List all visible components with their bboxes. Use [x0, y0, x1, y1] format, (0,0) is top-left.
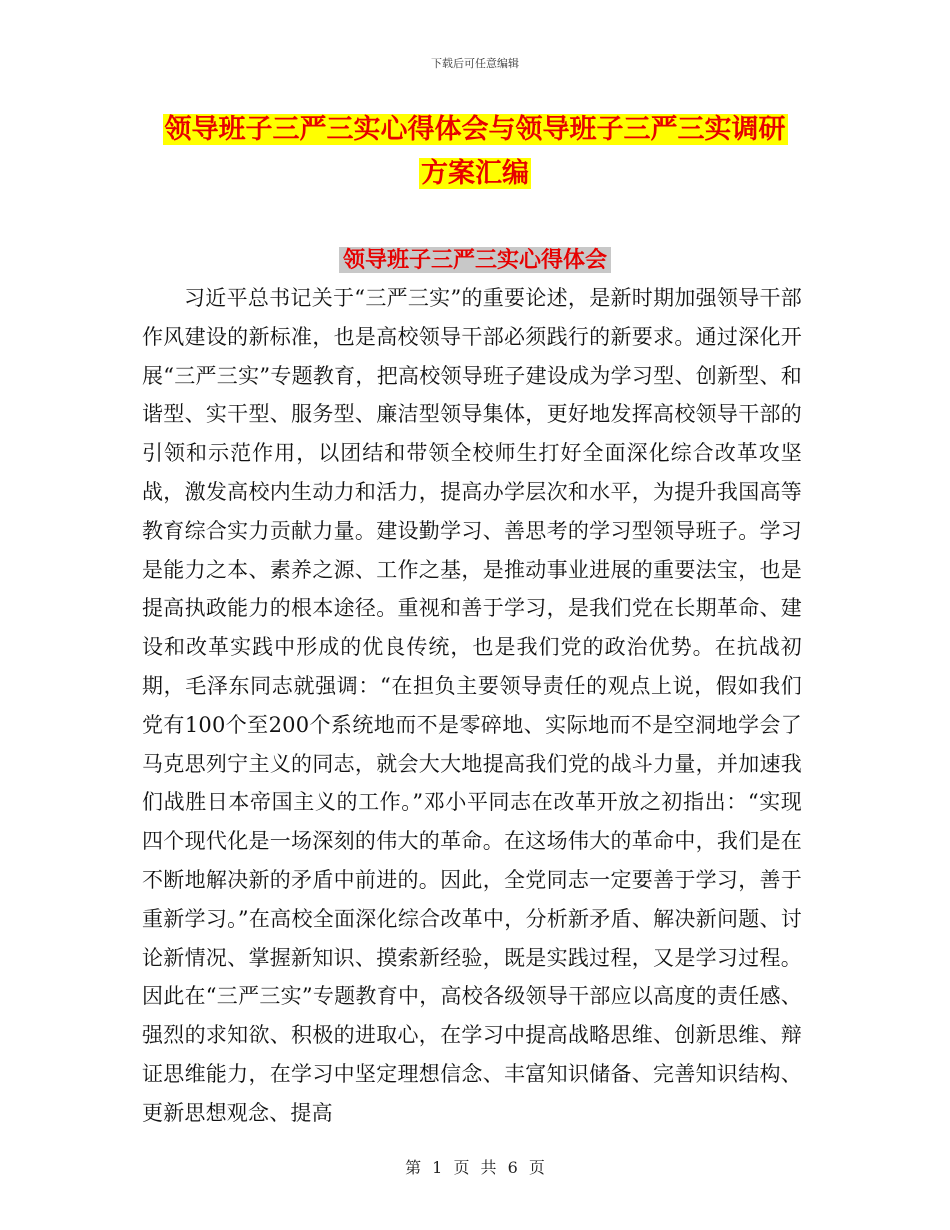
body-paragraph: 习近平总书记关于“三严三实”的重要论述，是新时期加强领导干部作风建设的新标准，也是高校领导干部必须践行的新要求。通过深化开展“三严三实”专题教育，把高校领导班子建设成为学习型、创新型、和谐型、实干型、服务型、廉洁型领导集体，更好地发挥高校领导干部的引领和示范作用，以团结和带领全校师生打好全面深化综合改革攻坚战，激发高校内生动力和活力，提高办学层次和水平，为提升我国高等教育综合实力贡献力量。建设勤学习、善思考的学习型领导班子。学习是能力之本、素养之源、工作之基，是推动事业进展的重要法宝，也是提高执政能力的根本途径。重视和善于学习，是我们党在长期革命、建设和改革实践中形成的优良传统，也是我们党的政治优势。在抗战初期，毛泽东同志就强调：“在担负主要领导责任的观点上说，假如我们党有100个至200个系统地而不是零碎地、实际地而不是空洞地学会了马克思列宁主义的同志，就会大大地提高我们党的战斗力量，并加速我们战胜日本帝国主义的工作。”邓小平同志在改革开放之初指出：“实现四个现代化是一场深刻的伟大的革命。在这场伟大的革命中，我们是在不断地解决新的矛盾中前进的。因此，全党同志一定要善于学习，善于重新学习。”在高校全面深化综合改革中，分析新矛盾、解决新问题、讨论新情况、掌握新知识、摸索新经验，既是实践过程，又是学习过程。因此在“三严三实”专题教育中，高校各级领导干部应以高度的责任感、强烈的求知欲、积极的进取心，在学习中提高战略思维、创新思维、辩证思维能力，在学习中坚定理想信念、丰富知识储备、完善知识结构、更新思想观念、提高	[142, 286, 802, 1125]
document-title-line2: 方案汇编	[421, 158, 529, 189]
section-heading: 领导班子三严三实心得体会	[339, 247, 611, 273]
page-header-note: 下载后可任意编辑	[431, 57, 519, 70]
section-heading-wrapper	[0, 244, 950, 276]
page-number: 第 1 页 共 6 页	[405, 1158, 545, 1177]
document-title	[0, 108, 950, 196]
document-title-line1: 领导班子三严三实心得体会与领导班子三严三实调研	[164, 114, 786, 145]
